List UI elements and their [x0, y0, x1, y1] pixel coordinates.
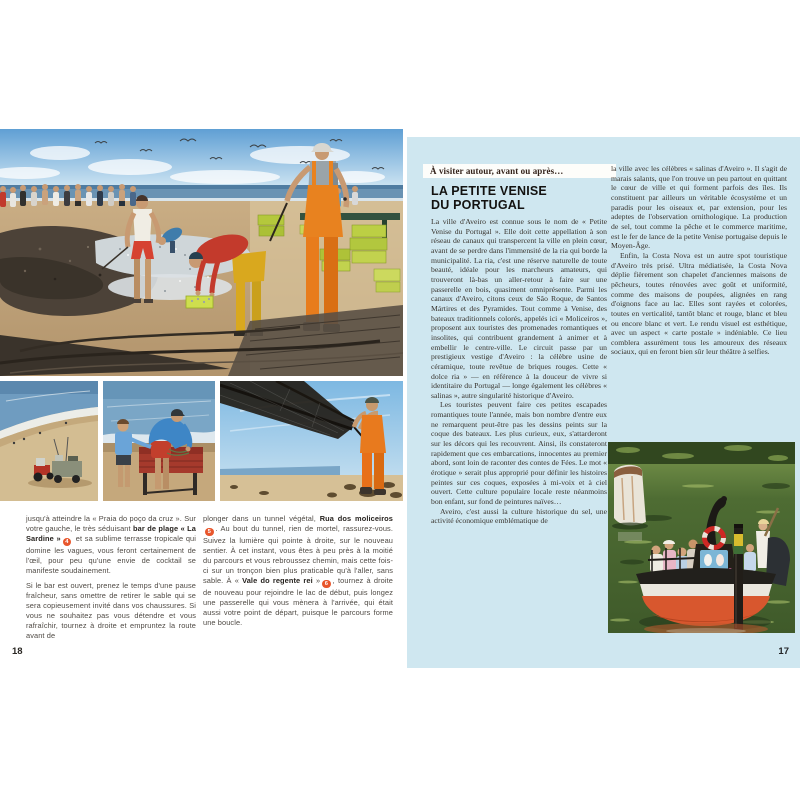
net-cart-scene	[103, 381, 215, 501]
article-paragraph: Aveiro, c'est aussi la culture historique du sel, une activité économique emblématique de	[431, 506, 607, 526]
route-step-badge: 5	[205, 528, 214, 537]
title-line-2: DU PORTUGAL	[431, 197, 525, 212]
article-paragraph: La ville d'Aveiro est connue sous le nom de « Petite Venise du Portugal ». Elle doit cette appellation à son réseau de canaux qui transpercent la ville en plein cœur, avant de se perdre dans l'immensité de la ria qui borde la municipalité. La ria, c'est une réserve naturelle de toute beauté, idéale pour les marcheurs amateurs, qui trouveront là-bas un aller-retour à faire sur une passerelle en bois, quasiment omniprésente. Parmi les canaux d'Aveiro, citons ceux de São Roque, de Santos Mártires et des Pyramides. Tout comme à Venise, des bateaux traditionnels colorés, appelés ici « Moliceiros », proposent aux touristes des promenades romantiques et insolites, qui contribuent grandement à animer et à embellir le centre-ville. Le circuit passe par un prestigieux vestige d'Aveiro : la célèbre usine de céramique, toute revêtue de briques rouges. Cette « dolce ria » — en référence à la douceur de vivre si identitaire du Portugal — longe également les célèbres « salinas », autre singularité historique d'Aveiro.	[431, 217, 607, 400]
photo-shoreline-tractor	[0, 381, 98, 501]
article-paragraph: la ville avec les célèbres « salinas d'Aveiro ». Il s'agit de marais salants, que l'on trouve un peu partout en quittant le cœur de ville et qui forment parfois des îles. Ils constituent par ailleurs un véritable écosystème et un paradis pour les oiseaux et, par extension, pour les adeptes de l'observation ornithologique. La production de sel, tout comme la pêche et le commerce maritime, est le fer de lance de la petite Venise portugaise depuis le Moyen-Âge.	[611, 164, 787, 251]
article-paragraph: Les touristes peuvent faire ces petites escapades romantiques toute l'année, mais bon nombre d'entre eux ne remarquent peut-être pas les dessins peints sur la coque des bateaux. Les plus curieux, eux, s'attarderont sur les décors qui les recouvrent. Ainsi, ils constateront rapidement que ces embarcations, innocentes au premier abord, sont loin de raconter des contes de Fées. Le mot « érotique » serait plus approprié pour définir les histoires peintes sur ces coques, exposées à mi-voix et à ciel ouvert. Cette culture populaire locale reste néanmoins bon enfant, sur fond de peintures naïves…	[431, 400, 607, 507]
walk-paragraph	[26, 514, 196, 576]
right-page-column-1	[431, 217, 607, 526]
photo-beach-fishing-crowd	[0, 129, 403, 376]
article-title	[431, 185, 547, 212]
mooring-post	[734, 524, 743, 630]
text-run: plonger dans un tunnel végétal,	[203, 514, 320, 523]
left-page-column-2	[203, 514, 393, 633]
article-paragraph: Enfin, la Costa Nova est un autre spot touristique d'Aveiro très prisé. Ultra médiatisée, la Costa Nova déplie fièrement son chapelet d'anciennes maisons de pêcheurs, toutes rénovées avec goût et uniformité, comme des maisons de poupées, alignées en rang d'oignons face au lac. Elles sont rayées et colorées, toutes en verticalité, tantôt blanc et rouge, blanc et bleu ou encore blanc et vert. Le rendu visuel est esthétique, avec un aspect « carte postale » indéniable. Ce lieu comblera assurément tous les amoureux des réseaux sociaux, qui en feront bien sûr leur théâtre à selfies.	[611, 250, 787, 357]
title-line-1: LA PETITE VENISE	[431, 184, 547, 198]
poi-label: Vale do regente rei	[242, 576, 313, 585]
walk-paragraph	[203, 514, 393, 628]
net-holder-scene	[220, 381, 403, 501]
shoreline-tractor-scene	[0, 381, 98, 501]
section-kicker	[423, 164, 616, 178]
page-number-left: 18	[12, 646, 23, 657]
text-run: , tournez à droite de nouveau pour rejoindre le lac de début, puis longez une passerelle qui vous mènera à l'arrivée, qui était aussi votre point de départ, puisque le parcours forme une boucle.	[203, 576, 393, 627]
text-run: . Au bout du tunnel, rien de mortel, rassurez-vous. Suivez la lumière qui pointe à droite, sur le nouveau sentier. À cet instant, vous êtes à peu près à la moitié du parcours et vous rebroussez chemin, mais cette fois-ci sur un tronçon bien plus praticable qu'à l'aller, sans sable. À «	[203, 524, 393, 585]
photo-moliceiro-boat	[608, 442, 795, 633]
right-page-column-2	[611, 164, 787, 357]
left-page-column-1	[26, 514, 196, 646]
white-hull-band	[640, 584, 772, 598]
text-run: et sa sublime terrasse tropicale qui domine les vagues, vous feront certainement de l'œil, pour peu qu'une envie de cocktail se manifeste soudainement.	[26, 534, 196, 575]
text-run: »	[312, 576, 321, 585]
walk-paragraph: Si le bar est ouvert, prenez le temps d'une pause fraîcheur, sans omettre de retirer le sable qui se sera copieusement invité dans vos chaussures. Si vous ne souhaitez pas vous détendre et vous rafraîchir, tournez à droite et empruntez la route avant de	[26, 581, 196, 640]
beach-fishing-scene	[0, 129, 403, 376]
poi-label: Rua dos moliceiros	[319, 514, 394, 523]
photo-man-holding-net	[220, 381, 403, 501]
text-run: jusqu'à atteindre la « Praia do poço da cruz ». Sur votre gauche, le très séduisant	[26, 514, 196, 533]
route-step-badge: 4	[63, 538, 72, 547]
kicker-text: À visiter autour, avant ou après…	[430, 166, 564, 176]
poi-label: bar de plage « La Sardine »	[26, 524, 196, 543]
route-step-badge: 6	[322, 580, 331, 589]
right-page-blue-panel	[407, 137, 800, 668]
page-number-right: 17	[778, 646, 789, 657]
photo-net-cart-man-boy	[103, 381, 215, 501]
moliceiro-boat-scene	[608, 442, 795, 633]
